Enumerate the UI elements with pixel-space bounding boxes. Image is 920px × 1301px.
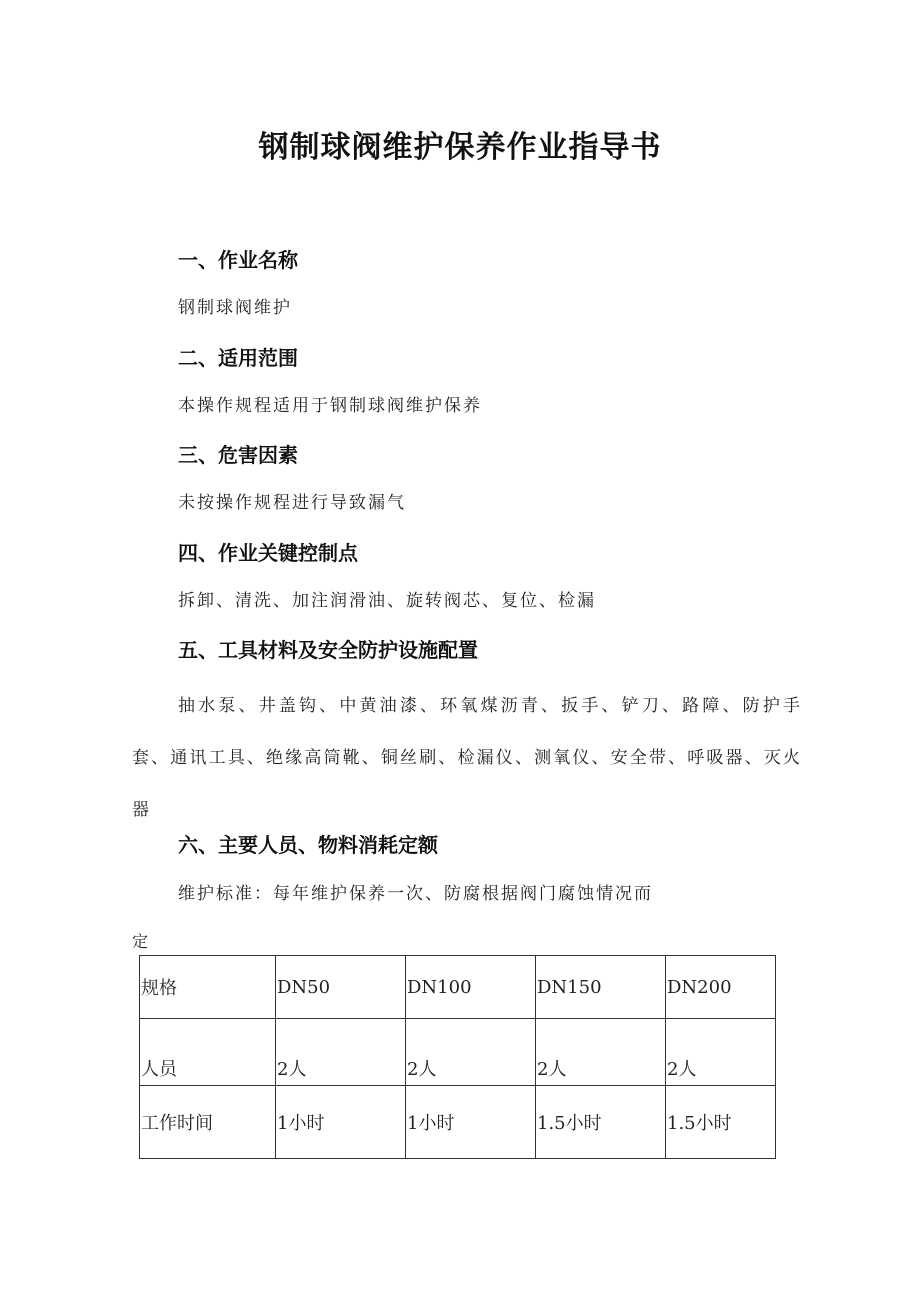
table-cell: 规格 [140, 956, 276, 1019]
section-4-text: 拆卸、清洗、加注润滑油、旋转阀芯、复位、检漏 [178, 591, 596, 611]
section-1-heading: 一、作业名称 [178, 248, 298, 272]
table-row [140, 1086, 776, 1159]
table-cell: 2人 [406, 1019, 536, 1086]
table-cell: 1小时 [406, 1086, 536, 1159]
section-6-text: 维护标准：每年维护保养一次、防腐根据阀门腐蚀情况而 [178, 884, 653, 904]
table-cell: DN100 [406, 956, 536, 1019]
section-4-heading: 四、作业关键控制点 [178, 541, 358, 565]
section-5-heading: 五、工具材料及安全防护设施配置 [178, 638, 478, 662]
table-cell: 2人 [536, 1019, 666, 1086]
document-title: 钢制球阀维护保养作业指导书 [258, 130, 662, 165]
table-cell: 1.5小时 [536, 1086, 666, 1159]
table-cell: 1.5小时 [666, 1086, 776, 1159]
table-cell: DN200 [666, 956, 776, 1019]
table-cell: 人员 [140, 1019, 276, 1086]
table-cell: 2人 [666, 1019, 776, 1086]
section-3-text: 未按操作规程进行导致漏气 [178, 493, 406, 513]
table-row [140, 956, 776, 1019]
table-cell: 1小时 [276, 1086, 406, 1159]
staffing-table [139, 955, 776, 1159]
section-2-text: 本操作规程适用于钢制球阀维护保养 [178, 396, 482, 416]
section-6-heading: 六、主要人员、物料消耗定额 [178, 833, 438, 857]
table-cell: DN150 [536, 956, 666, 1019]
section-6-text-wrap: 定 [132, 932, 151, 951]
section-2-heading: 二、适用范围 [178, 346, 298, 370]
table-cell: DN50 [276, 956, 406, 1019]
section-5-text: 抽水泵、井盖钩、中黄油漆、环氧煤沥青、扳手、铲刀、路障、防护手套、通讯工具、绝缘高筒靴、铜丝刷、检漏仪、测氧仪、安全带、呼吸器、灭火器 [132, 696, 802, 820]
table-cell: 工作时间 [140, 1086, 276, 1159]
table-cell: 2人 [276, 1019, 406, 1086]
section-3-heading: 三、危害因素 [178, 443, 298, 467]
section-1-text: 钢制球阀维护 [178, 298, 292, 318]
table-row [140, 1019, 776, 1086]
